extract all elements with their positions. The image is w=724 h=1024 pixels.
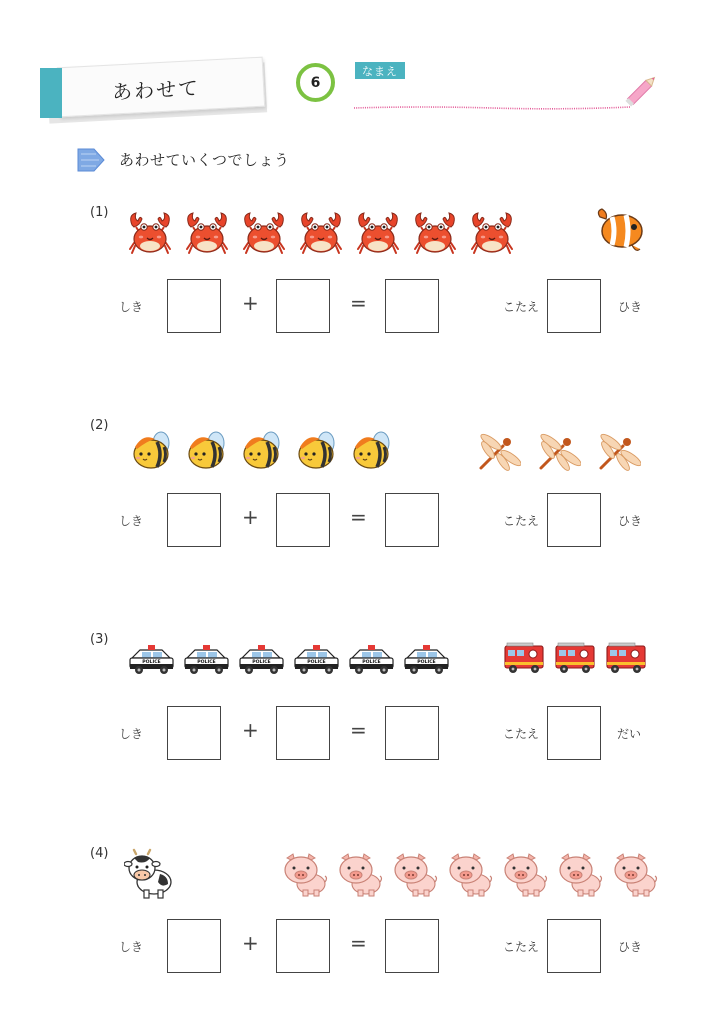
pig-icon: [336, 850, 383, 898]
result-box[interactable]: [385, 706, 439, 760]
bee-icon: [239, 427, 284, 472]
shiki-label: しき: [119, 940, 144, 954]
addend-1-box[interactable]: [167, 279, 221, 333]
equals-sign: =: [350, 291, 367, 315]
addend-1-box[interactable]: [167, 493, 221, 547]
kotae-label: こたえ: [503, 727, 540, 741]
svg-text:POLICE: POLICE: [197, 660, 216, 665]
pig-icon: [391, 850, 438, 898]
bee-icon: [184, 427, 229, 472]
answer-box[interactable]: [547, 706, 601, 760]
unit-label: ひき: [618, 514, 643, 528]
dragonfly-group: [471, 428, 641, 474]
crab-icon: [297, 209, 345, 257]
crab-group: [126, 209, 516, 257]
police-car-group: [128, 640, 450, 676]
question-number: (1): [90, 205, 109, 220]
police-car-icon: [238, 640, 285, 676]
pig-icon: [281, 850, 328, 898]
crab-icon: [183, 209, 231, 257]
equals-sign: =: [350, 505, 367, 529]
shiki-label: しき: [119, 300, 144, 314]
kotae-label: こたえ: [503, 940, 540, 954]
kotae-label: こたえ: [503, 514, 540, 528]
dragonfly-icon: [591, 428, 641, 474]
banner-tab: [40, 68, 62, 118]
plus-sign: +: [242, 718, 259, 742]
unit-label: ひき: [618, 940, 643, 954]
pencil-icon: [618, 68, 664, 114]
fire-truck-icon: [605, 640, 647, 676]
crab-icon: [354, 209, 402, 257]
answer-box[interactable]: [547, 493, 601, 547]
question-number: (4): [90, 846, 109, 861]
plus-sign: +: [242, 291, 259, 315]
plus-sign: +: [242, 931, 259, 955]
cow-icon: [124, 848, 176, 900]
addend-1-box[interactable]: [167, 919, 221, 973]
pig-icon: [501, 850, 548, 898]
bee-icon: [129, 427, 174, 472]
kotae-label: こたえ: [503, 300, 540, 314]
bee-icon: [294, 427, 339, 472]
unit-label: だい: [617, 727, 642, 741]
police-car-icon: [293, 640, 340, 676]
plus-sign: +: [242, 505, 259, 529]
instruction-text: あわせていくつでしょう: [119, 151, 290, 169]
answer-box[interactable]: [547, 279, 601, 333]
bee-group: [129, 427, 394, 472]
name-label: なまえ: [355, 62, 405, 79]
page-title: あわせて: [111, 75, 201, 105]
crab-icon: [126, 209, 174, 257]
pig-icon: [611, 850, 658, 898]
answer-box[interactable]: [547, 919, 601, 973]
name-line[interactable]: [352, 105, 632, 111]
addend-2-box[interactable]: [276, 706, 330, 760]
title-banner: [40, 62, 268, 117]
police-car-icon: [183, 640, 230, 676]
addend-2-box[interactable]: [276, 493, 330, 547]
fire-truck-icon: [554, 640, 596, 676]
worksheet-number-badge: 6: [296, 63, 335, 102]
crab-icon: [240, 209, 288, 257]
police-car-icon: [128, 640, 175, 676]
fire-truck-group: [503, 640, 647, 676]
svg-text:POLICE: POLICE: [142, 660, 161, 665]
clownfish-icon: [594, 205, 646, 255]
question-number: (3): [90, 632, 109, 647]
addend-1-box[interactable]: [167, 706, 221, 760]
shiki-label: しき: [119, 727, 144, 741]
svg-text:POLICE: POLICE: [362, 660, 381, 665]
police-car-icon: [348, 640, 395, 676]
dragonfly-icon: [531, 428, 581, 474]
police-car-icon: [403, 640, 450, 676]
pig-group: [281, 850, 658, 898]
dragonfly-icon: [471, 428, 521, 474]
pig-icon: [556, 850, 603, 898]
unit-label: ひき: [618, 300, 643, 314]
result-box[interactable]: [385, 279, 439, 333]
crab-icon: [468, 209, 516, 257]
addend-2-box[interactable]: [276, 279, 330, 333]
result-box[interactable]: [385, 493, 439, 547]
addend-2-box[interactable]: [276, 919, 330, 973]
result-box[interactable]: [385, 919, 439, 973]
crab-icon: [411, 209, 459, 257]
arrow-tag-icon: [76, 146, 106, 174]
question-number: (2): [90, 418, 109, 433]
pig-icon: [446, 850, 493, 898]
bee-icon: [349, 427, 394, 472]
fire-truck-icon: [503, 640, 545, 676]
equals-sign: =: [350, 718, 367, 742]
equals-sign: =: [350, 931, 367, 955]
svg-text:POLICE: POLICE: [417, 660, 436, 665]
svg-text:POLICE: POLICE: [307, 660, 326, 665]
shiki-label: しき: [119, 514, 144, 528]
svg-text:POLICE: POLICE: [252, 660, 271, 665]
